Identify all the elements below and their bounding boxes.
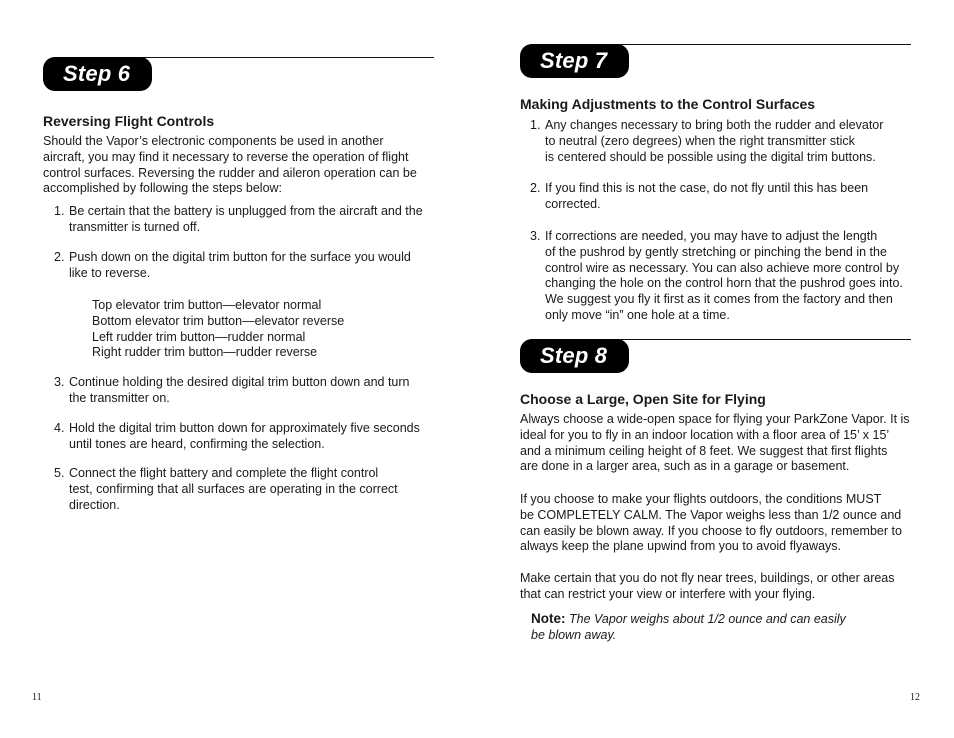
step8-paragraph-2: If you choose to make your flights outdoors, the conditions MUST be COMPLETELY CALM. The Vapor weighs less than 1/2 ounce and can easily be blown away. If you choose to fly outdoors, remember to always keep the plane upwind from you to avoid flyaways.	[520, 492, 902, 554]
step6-item-2	[54, 250, 444, 282]
note-label: Note:	[531, 611, 566, 626]
step7-item-3-number: 3.	[530, 229, 541, 243]
step7-item-1	[530, 118, 920, 165]
step8-paragraph-1: Always choose a wide-open space for flying your ParkZone Vapor. It is ideal for you to fly in an indoor location with a floor area of 15’ x 15’ and a minimum ceiling height of 8 feet. We suggest that first flights are done in a larger area, such as in a garage or basement.	[520, 412, 910, 474]
step6-heading: Reversing Flight Controls	[43, 113, 215, 129]
step8-heading: Choose a Large, Open Site for Flying	[520, 391, 766, 407]
step6-item-5-number: 5.	[54, 466, 65, 480]
step6-badge: Step 6	[43, 57, 152, 91]
step7-item-3	[530, 229, 922, 324]
trim-option-3: Left rudder trim button—rudder normal	[92, 329, 306, 344]
note-text: The Vapor weighs about 1/2 ounce and can easily be blown away.	[531, 612, 846, 642]
step7-badge: Step 7	[520, 44, 629, 78]
trim-option-1: Top elevator trim button—elevator normal	[92, 298, 322, 312]
step6-item-4	[54, 421, 444, 453]
step7-item-3-text: If corrections are needed, you may have to adjust the length of the pushrod by gently stretching or pinching the bend in the control wire as necessary. You can also achieve more control by changing the hole on the control horn that the pushrod goes into. We suggest you fly it first as it comes from the factory and then only move “in” one hole at a time.	[545, 229, 903, 322]
trim-option-2: Bottom elevator trim button—elevator reverse	[92, 313, 345, 328]
step8-badge: Step 8	[520, 339, 629, 373]
trim-option-4: Right rudder trim button—rudder reverse	[92, 345, 318, 360]
step6-item-1-number: 1.	[54, 204, 65, 218]
step6-item-3-number: 3.	[54, 375, 65, 389]
step7-item-2	[530, 181, 920, 213]
step8-rule	[597, 339, 911, 340]
step6-item-3	[54, 375, 444, 407]
step7-item-1-text: Any changes necessary to bring both the rudder and elevator to neutral (zero degrees) when the right transmitter stick is centered should be possible using the digital trim buttons.	[545, 118, 884, 164]
step6-item-1	[54, 204, 444, 236]
step6-item-5-text: Connect the flight battery and complete the flight control test, confirming that all surfaces are operating in the correct direction.	[69, 466, 398, 512]
page-number-right: 12	[910, 692, 920, 703]
step6-item-1-text: Be certain that the battery is unplugged from the aircraft and the transmitter is turned off.	[69, 204, 423, 234]
step7-heading: Making Adjustments to the Control Surfaces	[520, 96, 816, 112]
step8-paragraph-3: Make certain that you do not fly near trees, buildings, or other areas that can restrict your view or interfere with your flying.	[520, 571, 895, 601]
step7-rule	[597, 44, 911, 45]
step6-item-3-text: Continue holding the desired digital trim button down and turn the transmitter on.	[69, 375, 410, 405]
step6-item-4-text: Hold the digital trim button down for approximately five seconds until tones are heard, confirming the selection.	[69, 421, 420, 451]
step6-item-2-number: 2.	[54, 250, 65, 264]
step7-item-1-number: 1.	[530, 118, 541, 132]
step6-rule	[120, 57, 434, 58]
step7-item-2-text: If you find this is not the case, do not fly until this has been corrected.	[545, 181, 869, 211]
step7-item-2-number: 2.	[530, 181, 541, 195]
step8-note	[531, 611, 911, 644]
page-number-left: 11	[32, 692, 42, 703]
trim-button-options	[92, 298, 344, 361]
step6-item-5	[54, 466, 444, 513]
right-page	[477, 0, 954, 738]
step6-item-4-number: 4.	[54, 421, 65, 435]
step6-item-2-text: Push down on the digital trim button for the surface you would like to reverse.	[69, 250, 411, 280]
step6-intro: Should the Vapor’s electronic components be used in another aircraft, you may find it necessary to reverse the operation of flight control surfaces. Reversing the rudder and aileron operation can be accomplished by following the steps below:	[43, 134, 417, 196]
